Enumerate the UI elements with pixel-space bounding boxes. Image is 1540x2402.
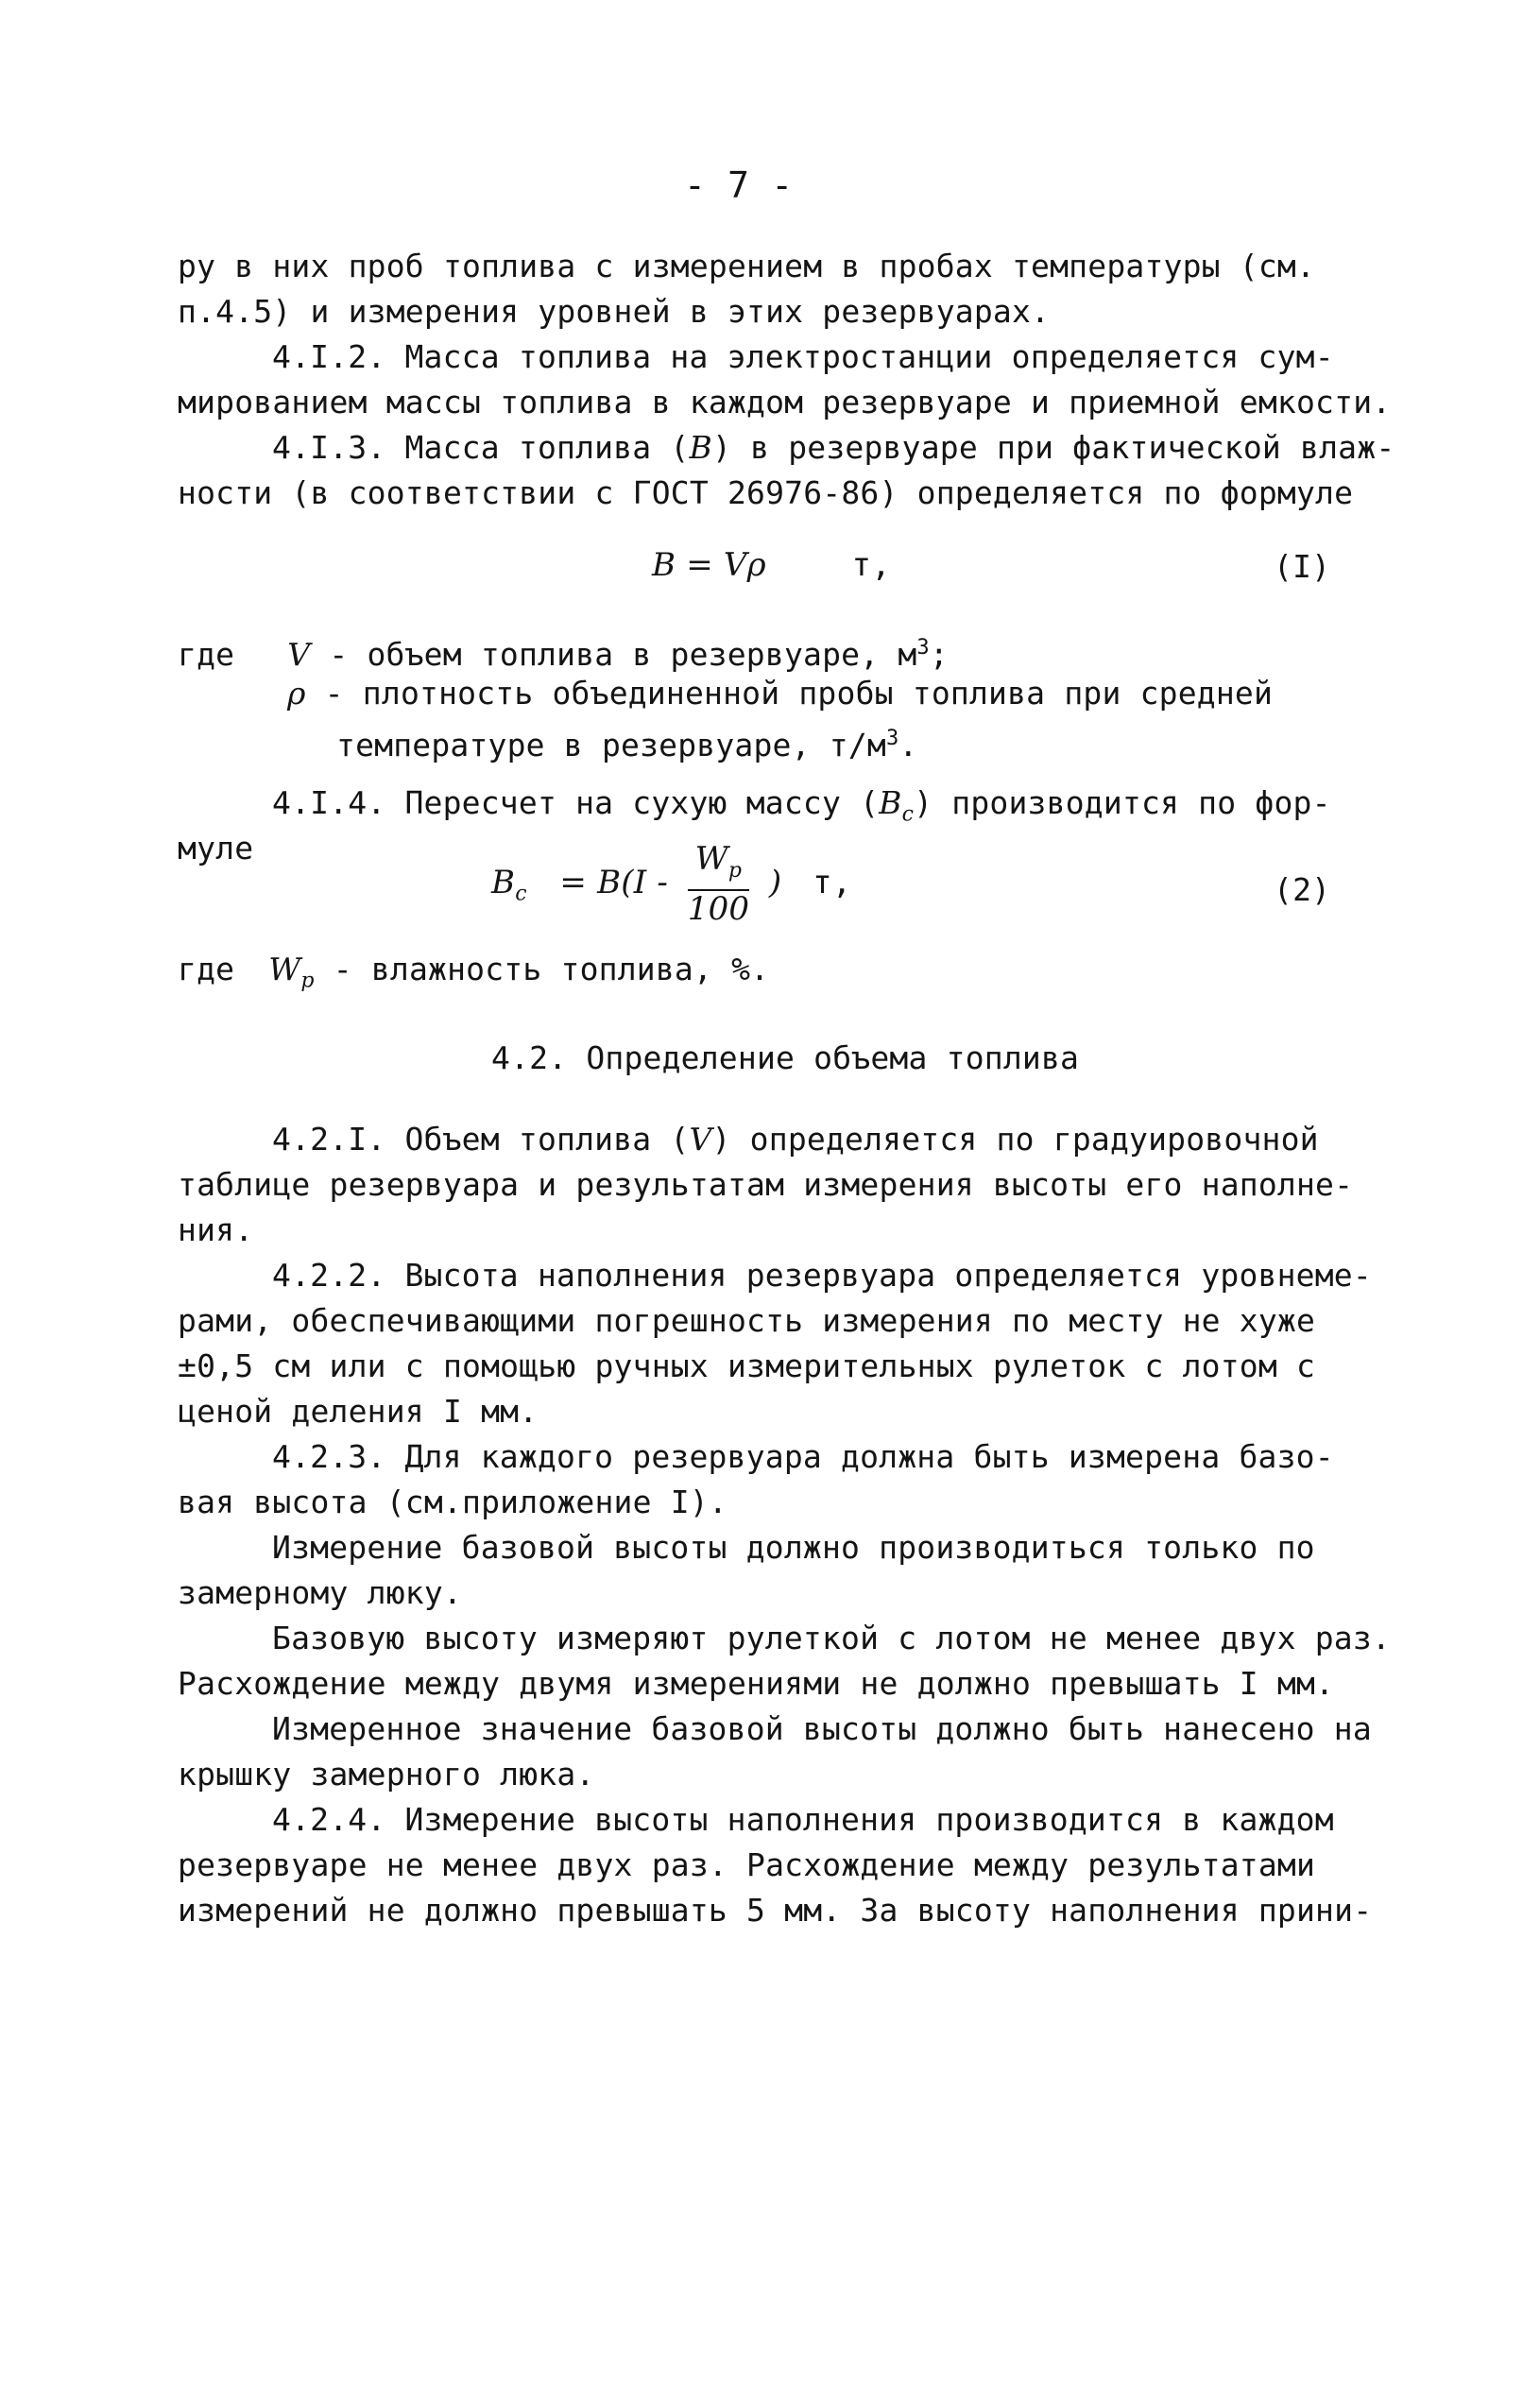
section-heading: 4.2. Определение объема топлива (491, 1039, 1080, 1076)
text-line: 4.I.2. Масса топлива на электростанции определяется сум- (272, 338, 1334, 375)
subscript: с (901, 802, 915, 827)
symbol-W: W (268, 951, 301, 987)
text-line (178, 629, 949, 674)
text-line: Измерение базовой высоты должно производиться только по (272, 1529, 1315, 1566)
text-line: измерений не должно превышать 5 мм. За высоту наполнения прини- (178, 1892, 1373, 1929)
text-line (178, 951, 769, 1001)
text-line (287, 675, 1273, 712)
text-line: 4.2.4. Измерение высоты наполнения производится в каждом (272, 1801, 1334, 1838)
text-line: 4.2.2. Высота наполнения резервуара определяется уровнеме- (272, 1257, 1372, 1294)
text-line (336, 720, 918, 764)
text-line: п.4.5) и измерения уровней в этих резервуарах. (178, 293, 1051, 330)
symbol-B: В (689, 429, 712, 466)
text-line: вая высота (см.приложение I). (178, 1484, 727, 1520)
text-line: Измеренное значение базовой высоты должно быть нанесено на (272, 1710, 1372, 1747)
where-word: где (178, 951, 235, 987)
text-fragment: - плотность объединенной пробы топлива при средней (305, 675, 1274, 712)
subscript: с (515, 882, 527, 906)
text-line: муле (178, 830, 254, 866)
formula-2-fraction (688, 841, 750, 927)
text-line: ности (в соответствии с ГОСТ 26976-86) определяется по формуле (178, 474, 1354, 511)
text-line: таблице резервуара и результатам измерения высоты его наполне- (178, 1166, 1354, 1203)
text-fragment: 4.I.3. Масса топлива ( (272, 429, 690, 466)
text-line: крышку замерного люка. (178, 1756, 595, 1793)
text-fragment: ) определяется по градуировочной (711, 1121, 1319, 1158)
text-fragment: температуре в резервуаре, т/м (336, 727, 886, 763)
text-fragment: ) производится по фор- (914, 784, 1331, 821)
text-line: ценой деления I мм. (178, 1393, 539, 1430)
text-fragment: ) в резервуаре при фактической влаж- (711, 429, 1395, 466)
formula-2: $В_с = В(I$ - $\frac{W_p}{100}$ ) т, (491, 840, 852, 928)
formula-1-number: (I) (1274, 548, 1331, 585)
text-fragment: 4.I.4. Пересчет на сухую массу ( (272, 784, 880, 821)
text-line: мированием массы топлива в каждом резервуаре и приемной емкости. (178, 384, 1392, 420)
text-fragment: . (898, 727, 918, 763)
text-line: Базовую высоту измеряют рулеткой с лотом не менее двух раз. (272, 1620, 1391, 1656)
text-line: замерному люку. (178, 1574, 463, 1611)
symbol-rho: ρ (287, 675, 306, 712)
subscript: p (727, 858, 743, 883)
subscript: p (300, 969, 315, 993)
text-line: ния. (178, 1211, 254, 1248)
formula-1-unit: т (851, 546, 872, 584)
formula-1: В = Vρ т, (652, 546, 891, 584)
fraction-denominator: 100 (687, 889, 750, 928)
superscript: 3 (885, 727, 899, 750)
text-line: ру в них проб топлива с измерением в пробах температуры (см. (178, 248, 1316, 284)
formula-2-unit: т (813, 863, 832, 901)
text-fragment: ; (929, 636, 949, 673)
symbol-B: В (879, 784, 902, 821)
text-line: резервуаре не менее двух раз. Расхождение между результатами (178, 1846, 1316, 1883)
formula-1-expr: В = Vρ (652, 546, 766, 584)
text-fragment: - объем топлива в резервуаре, м (310, 636, 917, 673)
text-line: ±0,5 см или с помощью ручных измерительных рулеток с лотом с (178, 1347, 1316, 1384)
superscript: 3 (916, 636, 930, 660)
text-fragment: - влажность топлива, %. (314, 951, 770, 987)
formula-2-rhs: = В(I - (559, 863, 669, 901)
where-word: где (178, 636, 235, 673)
text-line: 4.2.3. Для каждого резервуара должна быть измерена базо- (272, 1438, 1334, 1475)
symbol-V: V (287, 636, 311, 673)
text-line (272, 784, 1331, 834)
formula-2-lhs: В (491, 863, 516, 901)
symbol-V: V (689, 1121, 712, 1158)
formula-2-number: (2) (1274, 871, 1331, 908)
page-number: - 7 - (684, 164, 794, 206)
text-line (272, 429, 1395, 467)
text-line: Расхождение между двумя измерениями не должно превышать I мм. (178, 1665, 1335, 1702)
text-fragment: 4.2.I. Объем топлива ( (272, 1121, 690, 1158)
formula-2-close: ) (768, 863, 782, 901)
fraction-numerator: W (694, 840, 728, 878)
text-line: рами, обеспечивающими погрешность измерения по месту не хуже (178, 1302, 1316, 1339)
text-line (272, 1121, 1319, 1158)
